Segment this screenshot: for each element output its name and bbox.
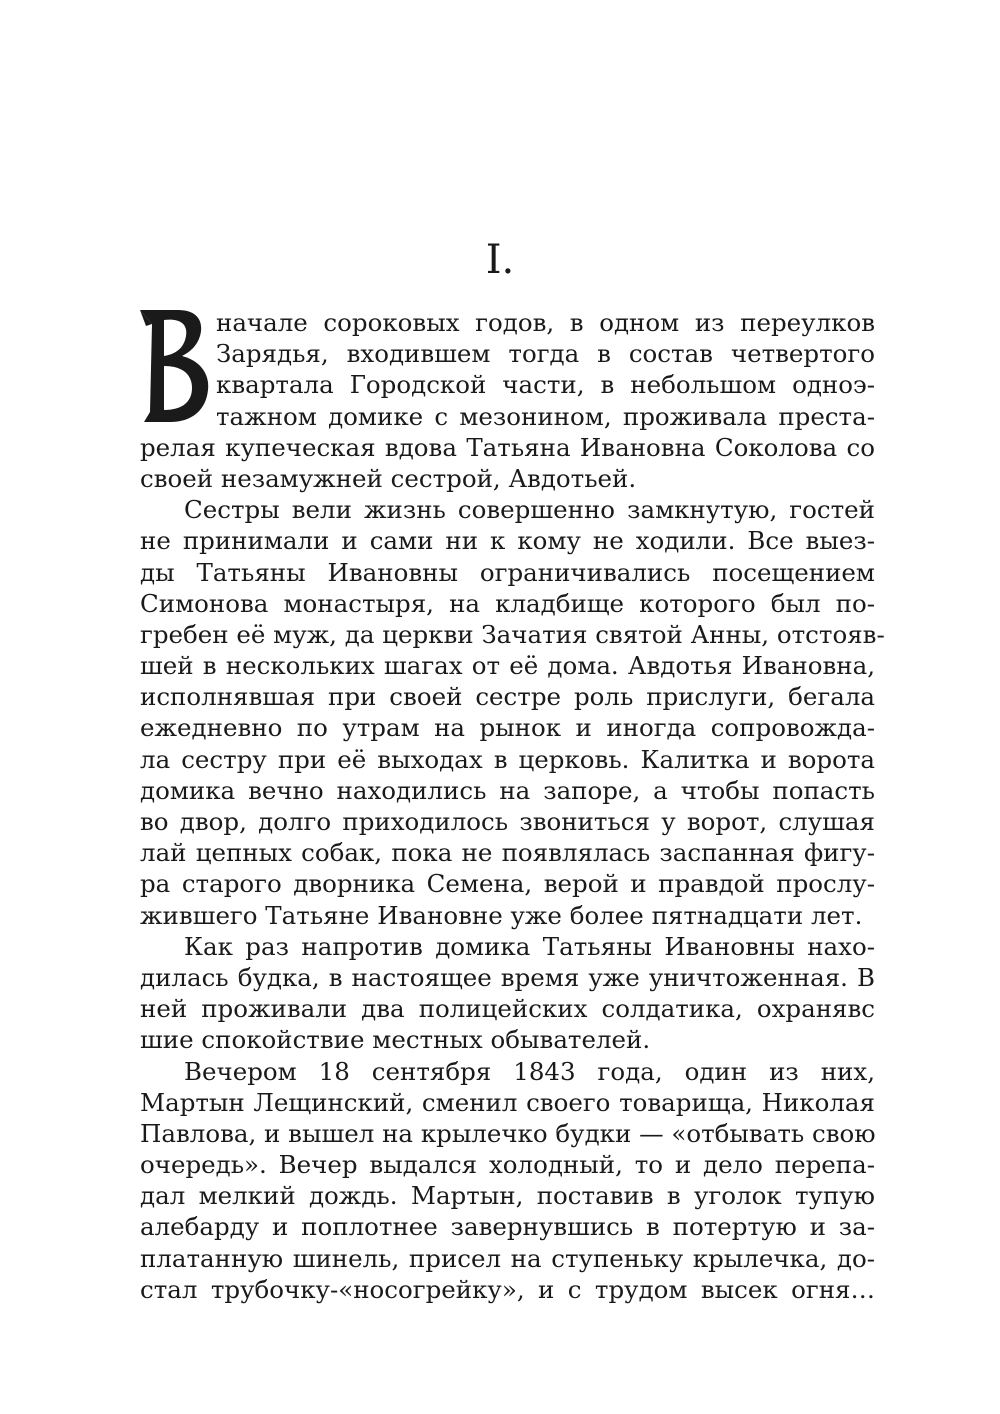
text-line: платанную шинель, присел на ступеньку крылечка, до- [140, 1243, 875, 1273]
text-line: гребен её муж, да церкви Зачатия святой Анны, отстояв- [140, 619, 885, 649]
text-line: Сестры вели жизнь совершенно замкнутую, гостей [184, 495, 875, 525]
body-text [140, 307, 885, 1305]
text-line: домика вечно находились на запоре, а чтобы попасть [140, 775, 875, 805]
text-line: релая купеческая вдова Татьяна Ивановна Соколова со [140, 432, 875, 462]
text-line: начале сороковых годов, в одном из переулков [216, 308, 875, 337]
text-line: жившего Татьяне Ивановне уже более пятнадцати лет. [140, 900, 863, 930]
text-line: дал мелкий дождь. Мартын, поставив в уголок тупую [140, 1181, 875, 1211]
text-line: не принимали и сами ни к кому не ходили. Все выез- [140, 526, 875, 556]
text-line: тажном домике с мезонином, проживала преста- [216, 401, 875, 431]
text-line: Вечером 18 сентября 1843 года, один из них, [184, 1056, 875, 1086]
text-line: очередь». Вечер выдался холодный, то и дело перепа- [140, 1150, 875, 1180]
text-line: Как раз напротив домика Татьяны Ивановны нахо- [184, 931, 875, 961]
text-line: алебарду и поплотнее завернувшись в потертую и за- [140, 1212, 875, 1242]
chapter-number: I. [485, 237, 515, 283]
text-line: во двор, долго приходилось звониться у ворот, слушая [140, 807, 875, 836]
text-line: ды Татьяны Ивановны ограничивались посещением [140, 557, 875, 587]
text-line: своей незамужней сестрой, Авдотьей. [140, 463, 637, 493]
drop-cap-text [138, 424, 139, 425]
text-line: шие спокойствие местных обывателей. [140, 1025, 651, 1055]
text-line: шей в нескольких шагах от её дома. Авдотья Ивановна, [140, 651, 875, 681]
text-line: ла сестру при её выходах в церковь. Калитка и ворота [140, 744, 875, 774]
text-line: исполнявшая при своей сестре роль прислуги, бегала [140, 682, 875, 712]
text-line: Зарядья, входившем тогда в состав четвертого [216, 339, 875, 369]
text-line: ра старого дворника Семена, верой и правдой прослу- [140, 869, 875, 899]
text-line: Симонова монастыря, на кладбище которого был по- [140, 588, 875, 618]
text-line: ней проживали два полицейских солдатика, охранявс [140, 994, 875, 1024]
text-line: ежедневно по утрам на рынок и иногда сопровожда- [140, 713, 875, 743]
text-line: Павлова, и вышел на крылечко будки — «отбывать свою [140, 1118, 876, 1148]
text-line: квартала Городской части, в небольшом одноэ- [216, 370, 875, 400]
text-line: лай цепных собак, пока не появлялась заспанная фигу- [140, 838, 875, 868]
text-line: стал трубочку-«носогрейку», и с трудом высек огня… [140, 1274, 875, 1304]
text-line: дилась будка, в настоящее время уже уничтоженная. В [140, 962, 875, 992]
text-line: Мартын Лещинский, сменил своего товарища, Николая [140, 1087, 875, 1117]
